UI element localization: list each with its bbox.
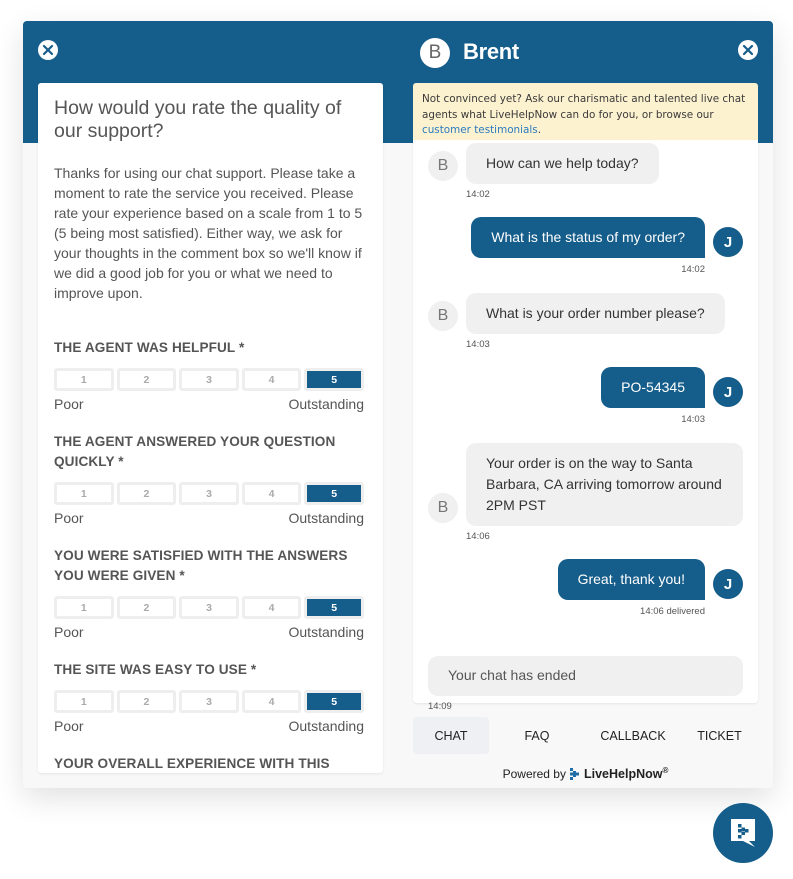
rating-option-2[interactable]: 2 [117, 690, 177, 713]
question-label: YOUR OVERALL EXPERIENCE WITH THIS [54, 756, 330, 771]
message-bubble: What is the status of my order? [471, 217, 705, 258]
scale-low-label: Poor [54, 718, 84, 734]
rating-option-3[interactable]: 3 [179, 482, 239, 505]
visitor-avatar: J [713, 569, 743, 599]
tab-callback[interactable]: CALLBACK [600, 728, 666, 743]
message-time: 14:06 [466, 531, 490, 542]
rating-option-1[interactable]: 1 [54, 482, 114, 505]
question-answered-quickly [54, 432, 364, 526]
close-icon [42, 44, 54, 56]
message-time: 14:02 [681, 264, 705, 275]
agent-avatar-small: B [428, 493, 458, 523]
powered-by-label: Powered by [502, 766, 566, 781]
scale-high-label: Outstanding [288, 718, 364, 734]
message-bubble: How can we help today? [466, 143, 659, 184]
notice-suffix: . [537, 124, 542, 136]
rating-option-4[interactable]: 4 [242, 690, 302, 713]
rating-option-3[interactable]: 3 [179, 596, 239, 619]
rating-option-5[interactable]: 5 [304, 596, 364, 619]
chat-ended-notice: Your chat has ended [428, 656, 743, 696]
message-bubble: Your order is on the way to Santa Barbara, CA arriving tomorrow around 2PM PST [466, 443, 743, 526]
message-bubble: What is your order number please? [466, 293, 725, 334]
rating-option-3[interactable]: 3 [179, 368, 239, 391]
agent-avatar-small: B [428, 301, 458, 331]
agent-message [466, 143, 659, 184]
question-site-easy [54, 660, 364, 734]
rating-option-1[interactable]: 1 [54, 596, 114, 619]
survey-title: How would you rate the quality of our support? [54, 97, 342, 142]
message-bubble: PO-54345 [601, 367, 705, 408]
close-survey-button[interactable] [38, 40, 58, 60]
rating-group [54, 368, 364, 391]
visitor-message [601, 367, 705, 408]
visitor-message [471, 217, 705, 258]
chat-transcript[interactable] [413, 140, 758, 712]
survey-panel [38, 83, 383, 773]
agent-message [466, 293, 725, 334]
visitor-message [558, 559, 705, 600]
registered-mark: ® [662, 766, 669, 775]
rating-group [54, 596, 364, 619]
notice-text: Not convinced yet? Ask our charismatic and talented live chat agents what LiveHelpNow can do for you, or browse our [422, 93, 746, 121]
agent-name: Brent [463, 39, 519, 64]
scale-low-label: Poor [54, 510, 84, 526]
brand-text: LiveHelpNow [583, 767, 663, 782]
question-label: THE AGENT WAS HELPFUL * [54, 340, 245, 355]
visitor-avatar: J [713, 227, 743, 257]
rating-option-5[interactable]: 5 [304, 690, 364, 713]
ended-time: 14:09 [428, 701, 452, 712]
rating-option-3[interactable]: 3 [179, 690, 239, 713]
rating-option-2[interactable]: 2 [117, 596, 177, 619]
message-time: 14:03 [681, 414, 705, 425]
chat-launcher-button[interactable] [713, 803, 773, 863]
chat-widget [23, 21, 773, 788]
brand-name[interactable] [584, 766, 668, 781]
rating-group [54, 690, 364, 713]
bottom-tabs [413, 717, 758, 754]
rating-option-5[interactable]: 5 [304, 482, 364, 505]
question-agent-helpful [54, 338, 364, 412]
message-time: 14:02 [466, 189, 490, 200]
rating-option-4[interactable]: 4 [242, 368, 302, 391]
question-label: THE SITE WAS EASY TO USE * [54, 662, 257, 677]
question-satisfied-answers [54, 546, 364, 640]
tab-faq[interactable]: FAQ [524, 728, 550, 743]
chat-bubble-logo-icon [729, 817, 757, 849]
rating-option-4[interactable]: 4 [242, 482, 302, 505]
rating-option-1[interactable]: 1 [54, 690, 114, 713]
scale-low-label: Poor [54, 396, 84, 412]
agent-message [466, 443, 743, 526]
message-time: 14:06 delivered [640, 606, 705, 617]
rating-group [54, 482, 364, 505]
question-overall-experience [54, 754, 364, 774]
rating-option-1[interactable]: 1 [54, 368, 114, 391]
question-label: YOU WERE SATISFIED WITH THE ANSWERS YOU WERE GIVEN * [54, 548, 348, 583]
close-chat-button[interactable] [738, 40, 758, 60]
scale-low-label: Poor [54, 624, 84, 640]
tab-ticket[interactable]: TICKET [697, 728, 742, 743]
agent-avatar-small: B [428, 151, 458, 181]
scale-high-label: Outstanding [288, 510, 364, 526]
rating-option-2[interactable]: 2 [117, 482, 177, 505]
rating-option-4[interactable]: 4 [242, 596, 302, 619]
promo-notice [413, 83, 758, 140]
scale-high-label: Outstanding [288, 396, 364, 412]
rating-option-2[interactable]: 2 [117, 368, 177, 391]
testimonials-link[interactable]: customer testimonials [422, 124, 538, 136]
survey-intro: Thanks for using our chat support. Please take a moment to rate the service you received. Please rate your experience based on a scale from 1 to 5 (5 being most satisfied). Either way, we ask for your thoughts in the comment box so we'll know if we did a good job for you or what we need to improve upon. [54, 165, 363, 301]
scale-high-label: Outstanding [288, 624, 364, 640]
agent-avatar: B [420, 38, 450, 68]
tab-chat[interactable]: CHAT [413, 717, 489, 754]
question-label: THE AGENT ANSWERED YOUR QUESTION QUICKLY * [54, 434, 336, 469]
message-time: 14:03 [466, 339, 490, 350]
powered-by [413, 766, 758, 781]
close-icon [742, 44, 754, 56]
message-bubble: Great, thank you! [558, 559, 705, 600]
visitor-avatar: J [713, 377, 743, 407]
livehelpnow-logo-icon [570, 768, 580, 780]
rating-option-5[interactable]: 5 [304, 368, 364, 391]
